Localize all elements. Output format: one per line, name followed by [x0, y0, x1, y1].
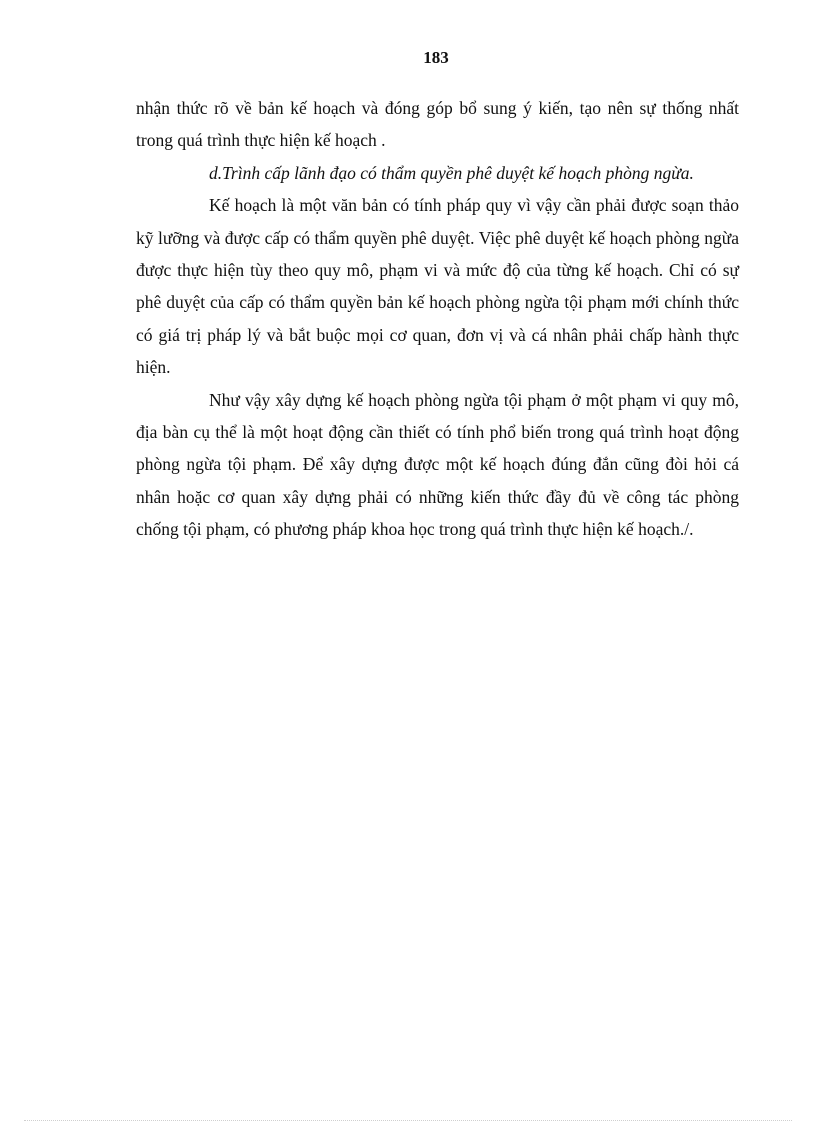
page-bottom-divider	[24, 1120, 792, 1121]
paragraph-approval: Kế hoạch là một văn bản có tính pháp quy vì vậy cần phải được soạn thảo kỹ lưỡng và được cấp có thẩm quyền phê duyệt. Việc phê duyệt kế hoạch phòng ngừa được thực hiện tùy theo quy mô, phạm vi và mức độ của từng kế hoạch. Chỉ có sự phê duyệt của cấp có thẩm quyền bản kế hoạch phòng ngừa tội phạm mới chính thức có giá trị pháp lý và bắt buộc mọi cơ quan, đơn vị và cá nhân phải chấp hành thực hiện.	[136, 195, 739, 378]
paragraph-conclusion: Như vậy xây dựng kế hoạch phòng ngừa tội phạm ở một phạm vi quy mô, địa bàn cụ thể là một hoạt động cần thiết có tính phổ biến trong quá trình hoạt động phòng ngừa tội phạm. Để xây dựng được một kế hoạch đúng đắn cũng đòi hỏi cá nhân hoặc cơ quan xây dựng phải có những kiến thức đầy đủ về công tác phòng chống tội phạm, có phương pháp khoa học trong quá trình thực hiện kế hoạch./.	[136, 389, 739, 540]
page-number: 183	[423, 48, 449, 67]
paragraph-continuation: nhận thức rõ về bản kế hoạch và đóng góp bổ sung ý kiến, tạo nên sự thống nhất trong quá trình thực hiện kế hoạch .	[136, 98, 739, 151]
document-body	[136, 92, 739, 546]
section-heading-d: d.Trình cấp lãnh đạo có thẩm quyền phê duyệt kế hoạch phòng ngừa.	[209, 162, 694, 183]
